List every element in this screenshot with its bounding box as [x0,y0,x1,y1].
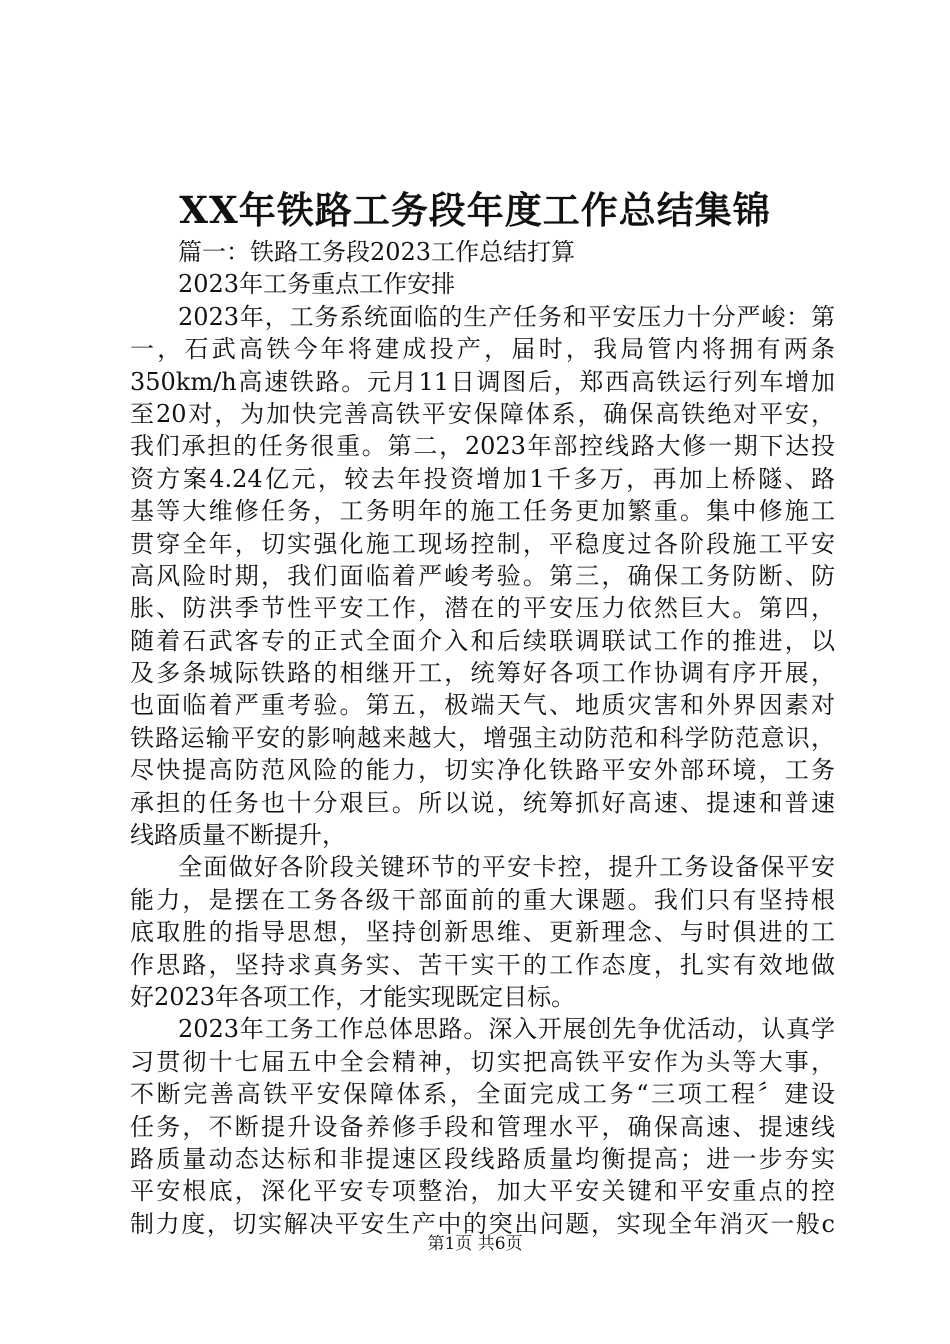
section-heading: 篇一：铁路工务段2023工作总结打算 [178,238,576,266]
paragraph-line: 及多条城际铁路的相继开工，统筹好各项工作协调有序开展， [130,659,835,688]
paragraph-line: 2023年，工务系统面临的生产任务和平安压力十分严峻：第 [178,302,835,331]
paragraph-line: 任务，不断提升设备养修手段和管理水平，确保高速、提速线 [130,1112,835,1141]
paragraph-line: 基等大维修任务，工务明年的施工任务更加繁重。集中修施工 [130,497,835,526]
page-number: 第1页 共6页 [427,1234,523,1254]
paragraph-line: 随着石武客专的正式全面介入和后续联调联试工作的推进，以 [130,626,835,655]
paragraph-line: 平安根底，深化平安专项整治，加大平安关键和平安重点的控 [130,1177,835,1206]
document-title: XX年铁路工务段年度工作总结集锦 [179,188,771,232]
document-body [130,236,835,1240]
paragraph-line: 350km/h高速铁路。元月11日调图后，郑西高铁运行列车增加 [130,367,835,396]
subsection-heading: 2023年工务重点工作安排 [178,270,456,299]
paragraph-line: 资方案4.24亿元，较去年投资增加1千多万，再加上桥隧、路 [130,464,835,493]
paragraph-line: 我们承担的任务很重。第二，2023年部控线路大修一期下达投 [130,432,835,461]
paragraph-line: 线路质量不断提升， [130,821,346,850]
paragraph-line: 承担的任务也十分艰巨。所以说，统筹抓好高速、提速和普速 [130,788,835,817]
paragraph-line: 底取胜的指导思想，坚持创新思维、更新理念、与时俱进的工 [130,918,835,947]
paragraph-line: 贯穿全年，切实强化施工现场控制，平稳度过各阶段施工平安 [130,529,835,558]
paragraph-line: 高风险时期，我们面临着严峻考验。第三，确保工务防断、防 [130,561,835,590]
paragraph-line: 2023年工务工作总体思路。深入开展创先争优活动，认真学 [178,1015,835,1044]
paragraph-line: 一，石武高铁今年将建成投产，届时，我局管内将拥有两条 [130,335,835,364]
paragraph-line: 铁路运输平安的影响越来越大，增强主动防范和科学防范意识， [130,723,835,752]
paragraph-line: 全面做好各阶段关键环节的平安卡控，提升工务设备保平安 [178,853,835,882]
paragraph-line: 好2023年各项工作，才能实现既定目标。 [130,982,576,1011]
paragraph-line: 作思路，坚持求真务实、苦干实干的工作态度，扎实有效地做 [130,950,835,979]
paragraph-line: 胀、防洪季节性平安工作，潜在的平安压力依然巨大。第四， [130,594,835,623]
paragraph-line: 不断完善高铁平安保障体系，全面完成工务“三项工程〞建设 [130,1080,835,1109]
paragraph-line: 习贯彻十七届五中全会精神，切实把高铁平安作为头等大事， [130,1047,835,1076]
paragraph-line: 路质量动态达标和非提速区段线路质量均衡提高；进一步夯实 [130,1144,835,1173]
paragraph-line: 也面临着严重考验。第五，极端天气、地质灾害和外界因素对 [130,691,835,720]
paragraph-line: 制力度，切实解决平安生产中的突出问题，实现全年消灭一般c [130,1209,835,1238]
paragraph-line: 尽快提高防范风险的能力，切实净化铁路平安外部环境，工务 [130,756,835,785]
paragraph-line: 能力，是摆在工务各级干部面前的重大课题。我们只有坚持根 [130,885,835,914]
paragraph-line: 至20对，为加快完善高铁平安保障体系，确保高铁绝对平安， [130,399,835,428]
